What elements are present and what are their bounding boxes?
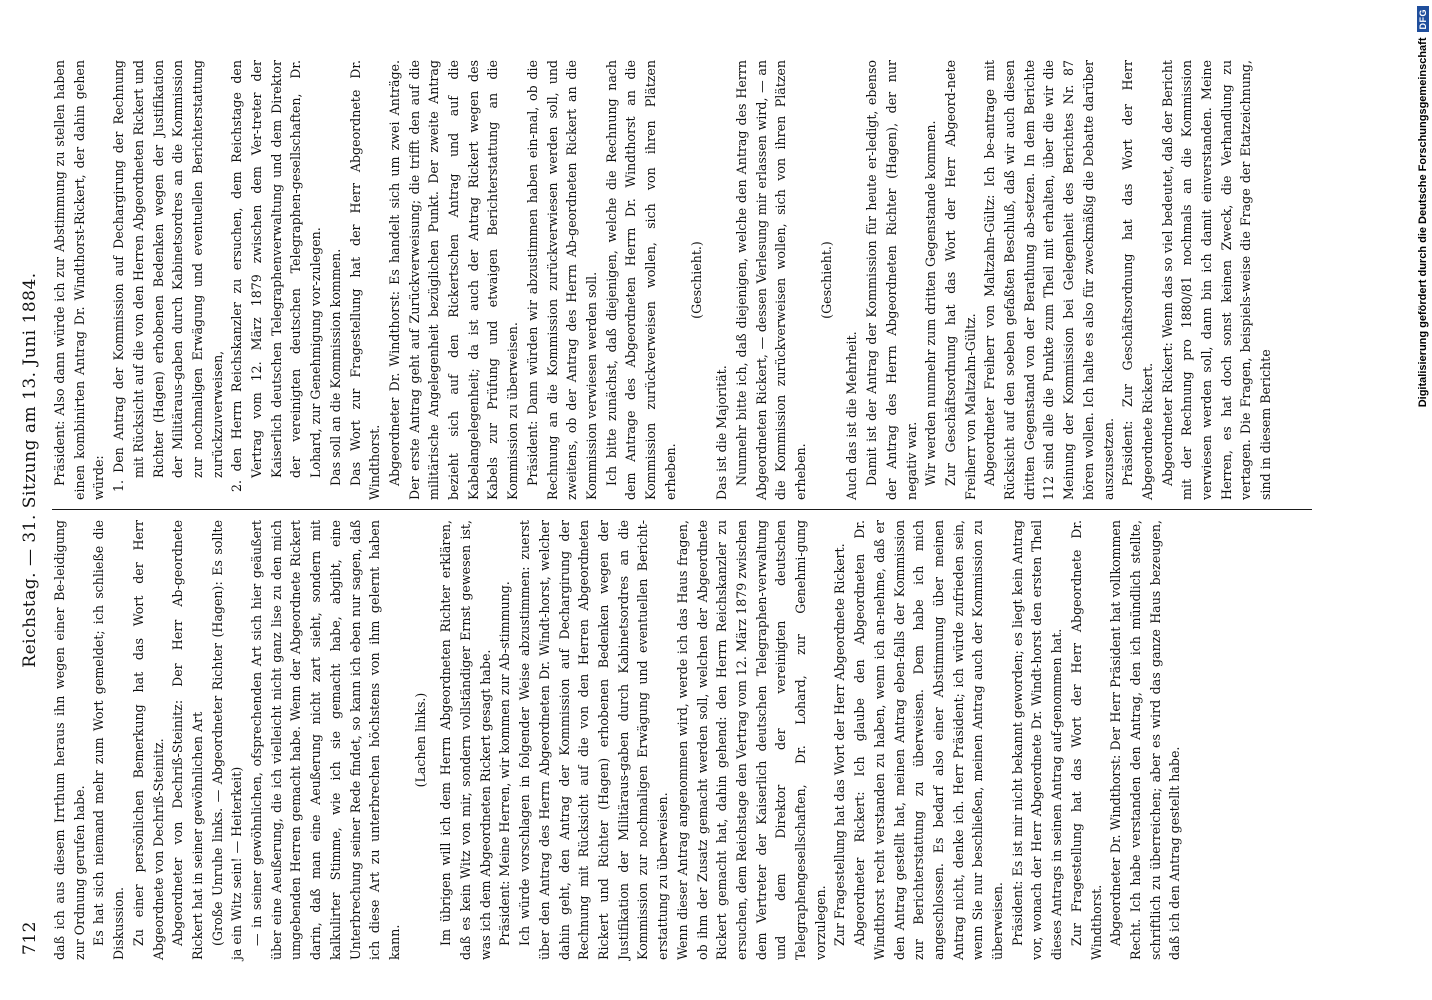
speaker-paragraph: Präsident: Meine Herren, wir kommen zur Ab-stimmung. [497, 581, 513, 946]
right-column [50, 60, 1315, 500]
funding-note-text: Digitalisierung gefördert durch die Deutsche Forschungsgemeinschaft [1416, 37, 1429, 408]
paragraph: Zur Fragestellung hat das Wort der Herr Abgeordnete Rickert. [832, 543, 848, 946]
left-column [50, 520, 1315, 960]
paragraph: Zur Fragestellung hat das Wort der Herr Abgeordnete Dr. Windthorst. [1068, 520, 1104, 960]
speaker-paragraph: Abgeordneter Rickert: Ich glaube den Abgeordneten Dr. Windthorst recht verstanden zu haben, wenn ich an-nehme, daß er den Antrag gestellt hat, meinen Antrag eben-falls der Kommission zur Berichterstattung zu überweisen. Dem habe ich mich angeschlossen. Es bedarf also einer Abstimmung über meinen Antrag nicht, denke ich. Herr Präsident; ich würde zufrieden sein, wenn Sie nur beschließen, meinen Antrag auch der Kommission zu überweisen. [852, 520, 1006, 960]
stage-direction: (Geschieht.) [818, 241, 834, 319]
speaker-paragraph: Abgeordneter Rickert: Wenn das so viel bedeutet, daß der Bericht mit der Rechnung pro 1880/81 nochmals an die Kommission verwiesen werden soll, dann bin ich damit einverstanden. Meine Herren, es hat doch sonst keinen Zweck, die Verhandlung zu vertagen. Die Fragen, beispiels-weise die Frage der Etatzeichnung, sind in diesem Berichte [1159, 60, 1274, 500]
paragraph: — in seiner gewöhnlichen, ofsprechenden Art sich hier geäußert über eine Aeußerung, die ich vielleicht nicht ganz lise zu den mich umgebenden Herren gemacht habe. Wenn der Abgeordnete Rickert darin, daß man eine Aeußerung nicht zart sieht, sondern mit kalkulirter Stimme, wie ich sie gemacht habe, abgibt, eine Unterbrechung seiner Rede findet, so kann ich eben nur sagen, daß ich diese Art zu unterbrechen höchstens von ihm gelernt haben kann. [249, 520, 402, 960]
paragraph: Zur Geschäftsordnung hat das Wort der Herr Abgeord-nete Freiherr von Maltzahn-Gültz. [942, 60, 978, 500]
speaker-paragraph: Abgeordneter Dr. Windthorst: Es handelt sich um zwei Anträge. Der erste Antrag geht auf Zurückverweisung; die trifft den auf die militärische Angelegenheit bezüglichen Punkt. Der zweite Antrag bezieht sich auf den Rickertschen Antrag und auf die Kabelangelegenheit; da ist auch der Antrag Rickert wegen des Kabels zur Prüfung und etwaigen Berichterstattung an die Kommission zu überweisen. [386, 60, 521, 500]
funding-note-text-row [1409, 0, 1432, 1000]
running-title: Reichstag. — 31. Sitzung am 13. Juni 1884. [20, 272, 40, 668]
paragraph: Damit ist der Antrag der Kommission für heute er-ledigt, ebenso der Antrag des Herrn Abgeordneten Richter (Hagen), der nur negativ war. [864, 60, 919, 500]
paragraph: Im übrigen will ich dem Herrn Abgeordneten Richter erklären, daß es kein Witz von mir, sondern vollständiger Ernst gewesen ist, was ich dem Abgeordneten Rickert gesagt habe. [438, 520, 493, 960]
paragraph: Wenn dieser Antrag angenommen wird, werde ich das Haus fragen, ob ihm der Zusatz gemacht werden soll, welchen der Abgeordnete Rickert gemacht hat, dahin gehend: den Herrn Reichskanzler zu ersuchen, dem Reichstage den Vertrag vom 12. März 1879 zwischen dem Vertreter der Kaiserlich deutschen Telegraphen-verwaltung und dem Direktor der vereinigten deutschen Telegraphengesellschaften, Dr. Lohard, zur Genehmi-gung vorzulegen. [674, 520, 828, 960]
speaker-paragraph: Abgeordneter Dr. Windthorst: Der Herr Präsident hat vollkommen Recht. Ich habe verstanden den Antrag, den ich mündlich stellte, schriftlich zu überreichen; aber es wird das ganze Haus bezeugen, daß ich den Antrag gestellt habe. [1108, 520, 1183, 960]
paragraph: Zu einer persönlichen Bemerkung hat das Wort der Herr Abgeordnete von Dechriß-Steinitz. [130, 520, 166, 960]
page-header [18, 45, 42, 955]
paragraph: Wir werden nunmehr zum dritten Gegenstande kommen. [923, 120, 939, 486]
paragraph: Ich bitte zunächst, daß diejenigen, welche die Rechnung nach dem Antrage des Abgeordneten Herrn Dr. Windthorst an die Kommission zurückverweisen wollen, sich von ihren Plätzen erheben. [603, 60, 678, 500]
page-number: 712 [20, 921, 40, 955]
paragraph: Es hat sich niemand mehr zum Wort gemeldet; ich schließe die Diskussion. [91, 520, 127, 960]
interjection: (Große Unruhe links. — Abgeordneter Richter (Hagen): Es sollte ja ein Witz sein! — Heiterkeit) [209, 520, 245, 960]
funding-note [1405, 0, 1432, 1000]
speaker-paragraph: Präsident: Dann würden wir abzustimmen haben ein-mal, ob die Rechnung an die Kommission zurückverwiesen werden soll, und zweitens, ob der Antrag des Herrn Ab-geordneten Rickert an die Kommission verwiesen werden soll. [524, 60, 599, 500]
stage-direction: (Lachen links.) [412, 692, 428, 788]
speaker-paragraph: Abgeordneter von Dechriß-Steinitz: Der Herr Ab-geordnete Rickert hat in seiner gewöhnlichen Art [170, 520, 205, 960]
speaker-paragraph: Präsident: Es ist mir nicht bekannt geworden; es liegt kein Antrag vor, wonach der Herr Abgeordnete Dr. Windt-horst den ersten Theil dieses Antrags in seinen Antrag auf-genommen hat. [1009, 520, 1065, 960]
paragraph: Das ist die Majorität. [714, 365, 730, 500]
paragraph: daß ich aus diesem Irrthum heraus ihn wegen einer Be-leidigung zur Ordnung gerufen habe. [52, 520, 87, 960]
paragraph: Auch das ist die Mehrheit. [844, 331, 860, 500]
paragraph: Nunmehr bitte ich, daß diejenigen, welche den Antrag des Herrn Abgeordneten Rickert, — dessen Verlesung mir erlassen wird, — an die Kommission zurückverweisen wollen, sich von ihren Plätzen erheben. [733, 60, 809, 500]
column-divider [52, 509, 1312, 510]
dfg-logo: DFG [1417, 6, 1429, 33]
speaker-paragraph: Präsident: Zur Geschäftsordnung hat das Wort der Herr Abgeordnete Rickert. [1120, 60, 1155, 500]
list-item: 2. den Herrn Reichskanzler zu ersuchen, dem Reichstage den Vertrag vom 12. März 1879 zwischen dem Ver-treter der Kaiserlich deutschen Telegraphenverwaltung und dem Direktor der vereinigten deutschen Telegraphen-gesellschaften, Dr. Lohard, zur Genehmigung vor-zulegen. [229, 60, 324, 492]
paragraph: Das soll an die Kommission kommen. [327, 248, 343, 486]
speaker-paragraph: Präsident: Also dann würde ich zur Abstimmung zu stellen haben einen kombinirten Antrag Dr. Windthorst-Rickert, der dahin gehen würde: [52, 60, 107, 500]
list-item: 1. Den Antrag der Kommission auf Dechargirung der Rechnung mit Rücksicht auf die von den Herren Abgeordneten Rickert und Richter (Hagen) erhobenen Bedenken wegen der Justifikation der Militäraus-gaben durch Kabinetsordres an die Kommission zur nochmaligen Erwägung und eventuellen Berichterstattung zurückzuverweisen, [111, 60, 225, 492]
stage-direction: (Geschieht.) [688, 241, 704, 319]
speaker-paragraph: Abgeordneter Freiherr von Maltzahn-Gültz: Ich be-antrage mit Rücksicht auf den soeben gefaßten Beschluß, daß wir auch diesen dritten Gegenstand von der Berathung ab-setzen. In dem Berichte 112 sind alle die Punkte zum Theil mit erhalten, über die wir die Meinung der Kommission bei Gelegenheit des Berichtes Nr. 87 hören wollen. Ich halte es also für zweckmäßig die Debatte darüber auszusetzen. [982, 60, 1116, 500]
paragraph: Ich würde vorschlagen in folgender Weise abzustimmen: zuerst über den Antrag des Herrn Abgeordneten Dr. Windt-horst, welcher dahin geht, den Antrag der Kommission auf Dechargirung der Rechnung mit Rücksicht auf die von den Herren Abgeordneten Rickert und Richter (Hagen) erhobenen Bedenken wegen der Justifikation der Militäraus-gaben durch Kabinetsordres an die Kommission zur nochmaligen Erwägung und eventuellen Bericht-erstattung zu überweisen. [517, 520, 671, 960]
paragraph: Das Wort zur Fragestellung hat der Herr Abgeordnete Dr. Windthorst. [347, 60, 383, 500]
